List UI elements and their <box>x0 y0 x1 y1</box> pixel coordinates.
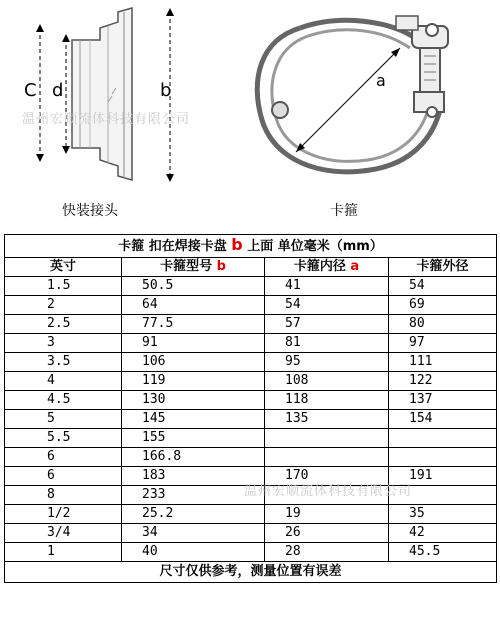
watermark-middle: 温州宏顺流体科技有限公司 <box>244 484 413 499</box>
cell-model: 145 <box>122 410 265 429</box>
cell-outer: 35 <box>389 505 497 524</box>
cell-inner <box>265 429 389 448</box>
table-title <box>5 235 497 258</box>
cell-inch: 6 <box>5 467 122 486</box>
cell-outer: 97 <box>389 334 497 353</box>
label-b-ferrule: b <box>160 80 172 101</box>
cell-outer: 54 <box>389 277 497 296</box>
title-prefix: 卡箍 扣在焊接卡盘 <box>118 239 227 254</box>
cell-model: 130 <box>122 391 265 410</box>
cell-outer: 42 <box>389 524 497 543</box>
cell-inch: 1 <box>5 543 122 562</box>
cell-inch: 3.5 <box>5 353 122 372</box>
cell-inner: 26 <box>265 524 389 543</box>
footer-row <box>5 562 497 583</box>
cell-model: 34 <box>122 524 265 543</box>
cell-inner: 57 <box>265 315 389 334</box>
cell-model: 233 <box>122 486 265 505</box>
cell-model: 155 <box>122 429 265 448</box>
cell-model: 91 <box>122 334 265 353</box>
cell-inner: 81 <box>265 334 389 353</box>
cell-model: 77.5 <box>122 315 265 334</box>
cell-inch: 5 <box>5 410 122 429</box>
watermark-top: 温州宏顺流体科技有限公司 <box>22 112 191 127</box>
header-clamp-outer: 卡箍外径 <box>389 258 497 277</box>
cell-inner: 41 <box>265 277 389 296</box>
label-a: a <box>376 71 386 90</box>
cell-inner <box>265 448 389 467</box>
cell-model: 106 <box>122 353 265 372</box>
cell-model: 64 <box>122 296 265 315</box>
table-row <box>5 296 497 315</box>
cell-inch: 4.5 <box>5 391 122 410</box>
table-title-row <box>5 235 497 258</box>
table-row <box>5 353 497 372</box>
cell-inch: 3/4 <box>5 524 122 543</box>
cell-inner: 28 <box>265 543 389 562</box>
table-row <box>5 277 497 296</box>
cell-inch: 3 <box>5 334 122 353</box>
cell-inner: 170 <box>265 467 389 486</box>
spec-table <box>4 234 497 583</box>
ferrule-caption: 快装接头 <box>62 203 118 219</box>
cell-inch: 5.5 <box>5 429 122 448</box>
table-row <box>5 448 497 467</box>
table-row <box>5 391 497 410</box>
cell-outer: 154 <box>389 410 497 429</box>
table-row <box>5 429 497 448</box>
title-suffix: 上面 单位毫米（mm） <box>247 239 383 254</box>
cell-outer: 69 <box>389 296 497 315</box>
table-row <box>5 334 497 353</box>
cell-outer: 137 <box>389 391 497 410</box>
title-b-mark: b <box>231 235 243 254</box>
cell-model: 119 <box>122 372 265 391</box>
header-inch: 英寸 <box>5 258 122 277</box>
cell-inch: 6 <box>5 448 122 467</box>
cell-outer: 111 <box>389 353 497 372</box>
drawings-area <box>0 0 500 234</box>
cell-inch: 1.5 <box>5 277 122 296</box>
header-row <box>5 258 497 277</box>
cell-inner: 19 <box>265 505 389 524</box>
cell-model: 166.8 <box>122 448 265 467</box>
table-row <box>5 505 497 524</box>
cell-model: 40 <box>122 543 265 562</box>
cell-model: 50.5 <box>122 277 265 296</box>
cell-inch: 2 <box>5 296 122 315</box>
clamp-caption: 卡箍 <box>330 203 358 219</box>
cell-inch: 4 <box>5 372 122 391</box>
clamp-drawing <box>0 0 500 200</box>
cell-inner: 135 <box>265 410 389 429</box>
cell-outer: 191 <box>389 467 497 486</box>
table-row <box>5 410 497 429</box>
header-clamp-model: 卡箍型号 b <box>122 258 265 277</box>
cell-outer: 80 <box>389 315 497 334</box>
table-row <box>5 543 497 562</box>
cell-model: 25.2 <box>122 505 265 524</box>
table-footer-note: 尺寸仅供参考，测量位置有误差 <box>5 562 497 583</box>
cell-outer: 122 <box>389 372 497 391</box>
table-row <box>5 315 497 334</box>
cell-inch: 1/2 <box>5 505 122 524</box>
spec-table-wrap <box>4 234 496 583</box>
cell-inner: 95 <box>265 353 389 372</box>
cell-inner: 54 <box>265 296 389 315</box>
cell-outer <box>389 448 497 467</box>
cell-inch: 8 <box>5 486 122 505</box>
cell-inch: 2.5 <box>5 315 122 334</box>
cell-model: 183 <box>122 467 265 486</box>
table-row <box>5 524 497 543</box>
label-d: d <box>52 80 64 101</box>
table-row <box>5 372 497 391</box>
label-c: C <box>24 80 37 101</box>
cell-outer: 45.5 <box>389 543 497 562</box>
cell-inner: 108 <box>265 372 389 391</box>
cell-inner: 118 <box>265 391 389 410</box>
header-clamp-inner: 卡箍内径 a <box>265 258 389 277</box>
cell-outer <box>389 429 497 448</box>
